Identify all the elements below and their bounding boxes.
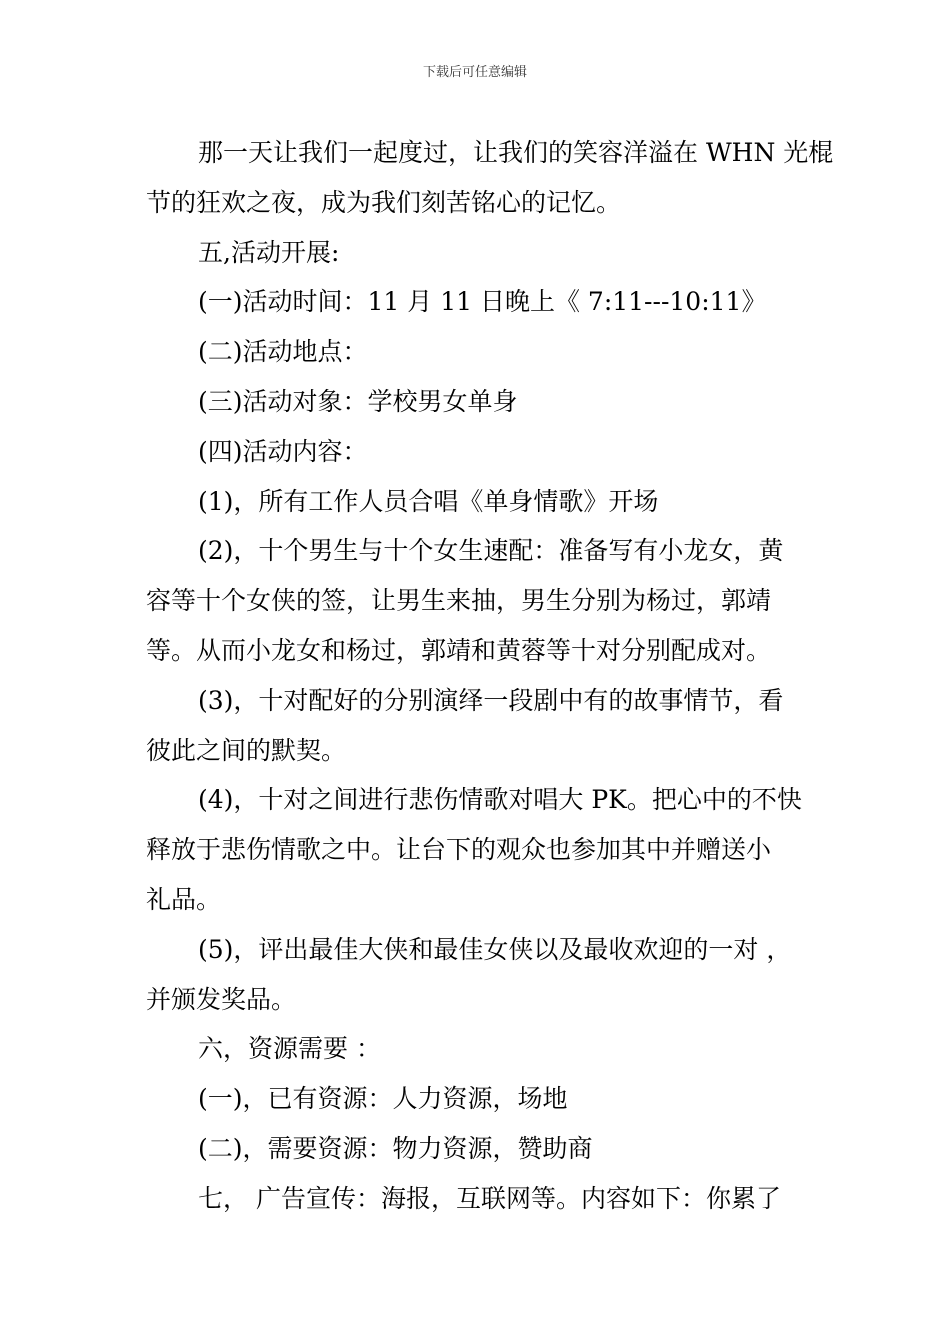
paragraph	[146, 775, 810, 924]
text-line: (四)活动内容：	[198, 436, 368, 466]
text-line: 五,活动开展:	[198, 237, 340, 267]
page-header: 下载后可任意编辑	[422, 65, 527, 80]
text-line: (4)，十对之间进行悲伤情歌对唱大 PK。把心中的不快	[198, 785, 802, 815]
paragraph	[146, 128, 834, 228]
text-line: 六，资源需要 ：	[198, 1034, 381, 1064]
text-line: 彼此之间的默契。	[146, 735, 347, 765]
paragraph	[146, 925, 810, 1025]
paragraph	[146, 1074, 810, 1124]
text-line: (一)活动时间：11 月 11 日晚上《 7:11---10:11》	[198, 287, 767, 317]
paragraph	[146, 526, 810, 675]
section-heading	[146, 228, 810, 278]
text-line: 并颁发奖品。	[146, 984, 297, 1014]
text-line: (二)活动地点：	[198, 337, 368, 367]
text-line: (三)活动对象：学校男女单身	[198, 386, 518, 416]
text-line: (一)，已有资源：人力资源，场地	[198, 1084, 568, 1114]
section-heading	[146, 1024, 810, 1074]
paragraph	[146, 1124, 810, 1174]
paragraph	[146, 377, 810, 427]
text-line: 七， 广告宣传：海报，互联网等。内容如下：你累了	[198, 1183, 781, 1213]
text-line: 等。从而小龙女和杨过，郭靖和黄蓉等十对分别配成对。	[146, 635, 772, 665]
paragraph	[146, 427, 810, 477]
text-line: 释放于悲伤情歌之中。让台下的观众也参加其中并赠送小	[146, 835, 772, 865]
text-line: 容等十个女侠的签，让男生来抽，男生分别为杨过，郭靖	[146, 586, 772, 616]
text-line: (二)，需要资源：物力资源，赞助商	[198, 1133, 593, 1163]
text-line: 礼品。	[146, 884, 222, 914]
text-line: 节的狂欢之夜，成为我们刻苦铭心的记忆。	[146, 187, 622, 217]
text-line: (3)，十对配好的分别演绎一段剧中有的故事情节，看	[198, 685, 784, 715]
text-line: (5)，评出最佳大侠和最佳女侠以及最收欢迎的一对 ，	[198, 934, 792, 964]
paragraph	[146, 277, 810, 327]
paragraph	[146, 676, 810, 776]
text-line: 那一天让我们一起度过，让我们的笑容洋溢在 WHN 光棍	[198, 138, 834, 167]
document-body	[146, 128, 834, 1224]
section-heading	[146, 1174, 810, 1224]
text-line: (2)，十个男生与十个女生速配：准备写有小龙女，黄	[198, 536, 784, 566]
paragraph	[146, 477, 810, 527]
paragraph	[146, 327, 810, 377]
text-line: (1)，所有工作人员合唱《单身情歌》开场	[198, 486, 659, 516]
